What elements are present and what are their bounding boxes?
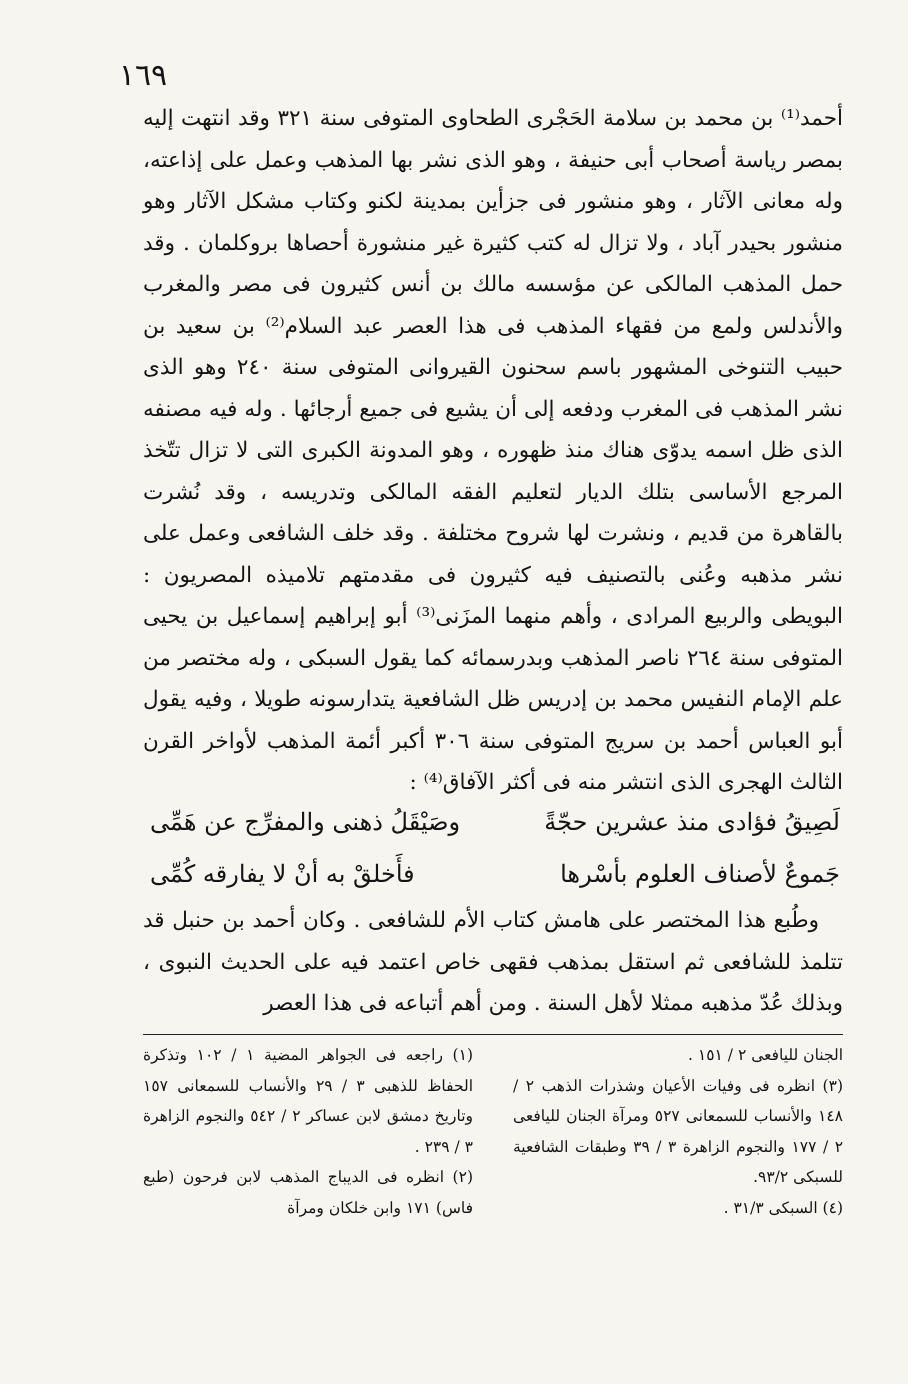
body-paragraph: وطُبع هذا المختصر على هامش كتاب الأم للشافعى . وكان أحمد بن حنبل قد تتلمذ للشافعى ثم استقل بمذهب فقهى خاص اعتمد فيه على الحديث النبوى ، وبذلك عُدّ مذهبه ممثلا لأهل السنة . ومن أهم أتباعه فى هذا العصر [143,908,843,1016]
footnote: الجنان لليافعى ٢ / ١٥١ . [688,1046,843,1064]
page-number: ١٦٩ [118,58,168,93]
verse-line [150,796,840,848]
poem-verses [150,796,840,900]
footnote-column-right [143,1040,473,1223]
footnotes [143,1040,843,1223]
verse-line [150,848,840,900]
main-text [143,98,843,804]
footnote: (٣) انظره فى وفيات الأعيان وشذرات الذهب ٢ / ١٤٨ والأنساب للسمعانى ٥٢٧ ومرآة الجنان لليافعى ٢ / ١٧٧ والنجوم الزاهرة ٣ / ٣٩ وطبقات الشافعية للسبكى ٩٣/٢. [513,1076,844,1186]
footnote-divider [143,1034,843,1035]
verse-first-hemistich: لَصِيقُ فؤادى منذ عشرين حجّةً [544,808,840,836]
main-text-continued [143,900,843,1025]
verse-second-hemistich: فأَخلقْ به أنْ لا يفارقه كُمِّى [150,860,415,888]
footnote: (١) راجعه فى الجواهر المضية ١ / ١٠٢ وتذكرة الحفاظ للذهبى ٣ / ٢٩ والأنساب للسمعانى ١٥٧ وتاريخ دمشق لابن عساكر ٢ / ٥٤٢ والنجوم الزاهرة ٣ / ٢٣٩ . [143,1046,474,1156]
verse-second-hemistich: وصَيْقَلُ ذهنى والمفرِّج عن هَمِّى [150,808,461,836]
verse-first-hemistich: جَموعٌ لأصناف العلوم بأسْرها [560,860,840,888]
body-paragraph: أحمد⁽¹⁾ بن محمد بن سلامة الحَجْرى الطحاوى المتوفى سنة ٣٢١ وقد انتهت إليه بمصر رياسة أصحاب أبى حنيفة ، وهو الذى نشر بها المذهب وعمل على إذاعته، وله معانى الآثار ، وهو منشور فى جزأين بمدينة لكنو وكتاب مشكل الآثار وهو منشور بحيدر آباد ، ولا تزال له كتب كثيرة غير منشورة أحصاها بروكلمان . وقد حمل المذهب المالكى عن مؤسسه مالك بن أنس كثيرون فى مصر والمغرب والأندلس ولمع من فقهاء المذهب فى هذا العصر عبد السلام⁽²⁾ بن سعيد بن حبيب التنوخى المشهور باسم سحنون القيروانى المتوفى سنة ٢٤٠ وهو الذى نشر المذهب فى المغرب ودفعه إلى أن يشيع فى جميع أرجائها . وله فيه مصنفه الذى ظل اسمه يدوّى هناك منذ ظهوره ، وهو المدونة الكبرى التى لا تزال تتّخذ المرجع الأساسى بتلك الديار لتعليم الفقه المالكى وتدريسه ، وقد نُشرت بالقاهرة من قديم ، ونشرت لها شروح مختلفة . وقد خلف الشافعى وعمل على نشر مذهبه وعُنى بالتصنيف فيه كثيرون فى مقدمتهم تلاميذه المصريون : البويطى والربيع المرادى ، وأهم منهما المزَنى⁽³⁾ أبو إبراهيم إسماعيل بن يحيى المتوفى سنة ٢٦٤ ناصر المذهب وبدرسمائه كما يقول السبكى ، وله مختصر من علم الإمام النفيس محمد بن إدريس ظل الشافعية يتدارسونه طويلا ، وفيه يقول أبو العباس أحمد بن سريج المتوفى سنة ٣٠٦ أكبر أئمة المذهب لأواخر القرن الثالث الهجرى الذى انتشر منه فى أكثر الآفاق⁽⁴⁾ : [143,106,844,795]
footnote: (٢) انظره فى الديباج المذهب لابن فرحون (طبع فاس) ١٧١ وابن خلكان ومرآة [143,1168,473,1217]
footnote: (٤) السبكى ٣١/٣ . [723,1198,843,1217]
footnote-column-left [513,1040,843,1223]
